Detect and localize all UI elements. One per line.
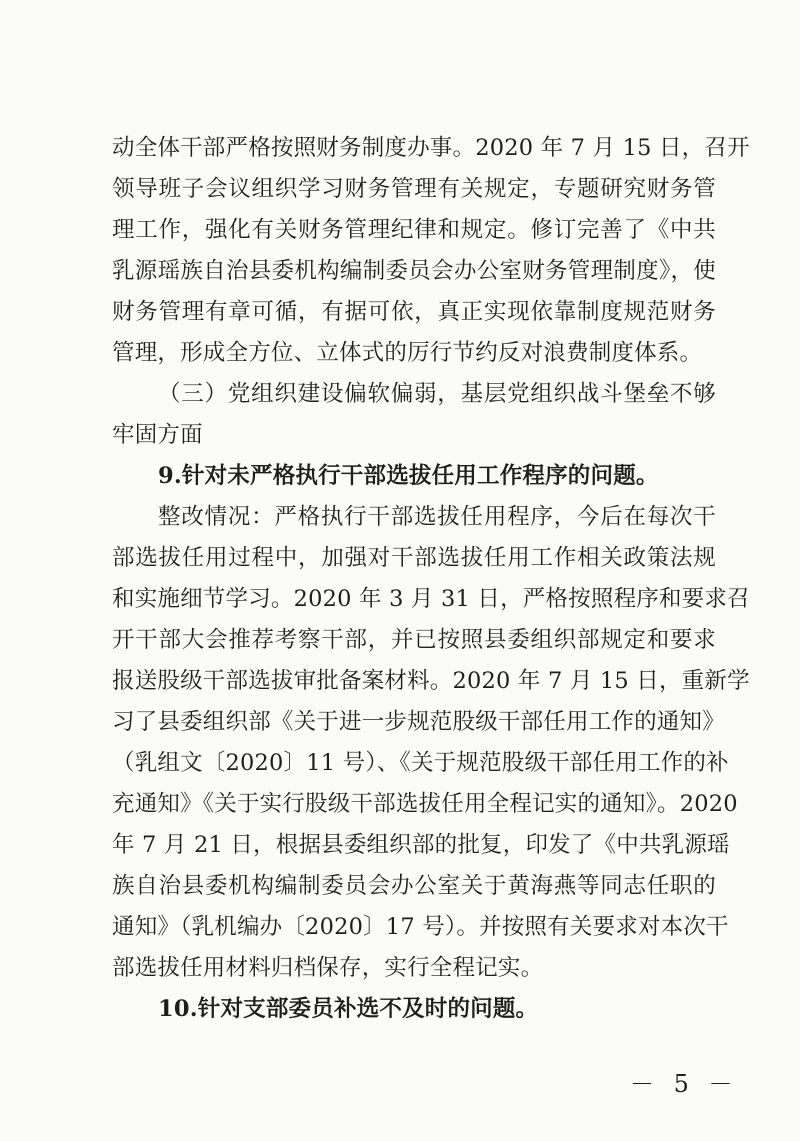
text-line: 习了县委组织部《关于进一步规范股级干部任用工作的通知》 xyxy=(112,709,725,735)
page-number: － 5 － xyxy=(630,1070,739,1098)
text-line: 管理，形成全方位、立体式的厉行节约反对浪费制度体系。 xyxy=(112,340,703,366)
text-line: （乳组文〔2020〕11 号）、《关于规范股级干部任用工作的补 xyxy=(112,750,729,776)
text-line: 通知》（乳机编办〔2020〕17 号）。并按照有关要求对本次干 xyxy=(112,914,729,940)
text-line: 开干部大会推荐考察干部，并已按照县委组织部规定和要求 xyxy=(112,627,716,653)
text-line: 充通知》《关于实行股级干部选拔任用全程记实的通知》。2020 xyxy=(112,791,738,817)
text-line: 部选拔任用过程中，加强对干部选拔任用工作相关政策法规 xyxy=(112,545,716,571)
text-line: 部选拔任用材料归档保存，实行全程记实。 xyxy=(112,955,544,981)
section-heading: （三）党组织建设偏软偏弱，基层党组织战斗堡垒不够 xyxy=(158,381,716,407)
text-line: 整改情况：严格执行干部选拔任用程序，今后在每次干 xyxy=(158,504,716,530)
text-line: 财务管理有章可循，有据可依，真正实现依靠制度规范财务 xyxy=(112,299,716,325)
item-heading-9: 9.针对未严格执行干部选拔任用工作程序的问题。 xyxy=(158,463,659,489)
text-line: 乳源瑶族自治县委机构编制委员会办公室财务管理制度》，使 xyxy=(112,258,716,284)
section-heading-continued: 牢固方面 xyxy=(112,422,203,448)
text-line: 动全体干部严格按照财务制度办事。2020 年 7 月 15 日，召开 xyxy=(112,135,750,161)
text-line: 理工作，强化有关财务管理纪律和规定。修订完善了《中共 xyxy=(112,217,716,243)
item-heading-10: 10.针对支部委员补选不及时的问题。 xyxy=(158,996,539,1022)
text-line: 领导班子会议组织学习财务管理有关规定，专题研究财务管 xyxy=(112,176,716,202)
text-line: 族自治县委机构编制委员会办公室关于黄海燕等同志任职的 xyxy=(112,873,716,899)
text-line: 报送股级干部选拔审批备案材料。2020 年 7 月 15 日，重新学 xyxy=(112,668,750,694)
text-line: 年 7 月 21 日，根据县委组织部的批复，印发了《中共乳源瑶 xyxy=(112,832,730,858)
text-line: 和实施细节学习。2020 年 3 月 31 日，严格按照程序和要求召 xyxy=(112,586,750,612)
